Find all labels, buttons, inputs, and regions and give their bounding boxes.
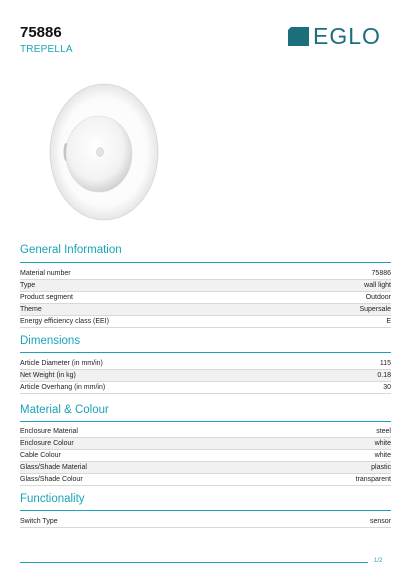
row-value: Supersale	[359, 306, 391, 313]
product-name: TREPELLA	[20, 44, 73, 55]
general-section-rule	[20, 262, 391, 263]
functionality-section-rule	[20, 510, 391, 511]
row-value: sensor	[369, 518, 391, 525]
table-row	[20, 516, 391, 528]
row-label: Product segment	[20, 294, 73, 301]
logo-text: EGLO	[313, 23, 381, 49]
row-label: Glass/Shade Colour	[20, 476, 83, 483]
row-label: Enclosure Material	[20, 428, 78, 435]
row-value: white	[374, 452, 391, 459]
material-section-title: Material & Colour	[20, 404, 109, 416]
general-section-title: General Information	[20, 244, 122, 256]
table-row	[20, 316, 391, 328]
table-row	[20, 370, 391, 382]
table-row	[20, 438, 391, 450]
dimensions-table	[20, 358, 391, 394]
row-value: transparent	[355, 476, 391, 483]
row-label: Cable Colour	[20, 452, 61, 459]
row-value: 115	[379, 360, 391, 367]
row-label: Article Overhang (in mm/in)	[20, 384, 106, 391]
table-row	[20, 382, 391, 394]
table-row	[20, 268, 391, 280]
row-value: E	[386, 318, 391, 325]
row-label: Net Weight (in kg)	[20, 372, 76, 379]
general-table	[20, 268, 391, 328]
product-image	[44, 82, 160, 222]
brand-logo	[288, 23, 392, 49]
table-row	[20, 280, 391, 292]
row-label: Article Diameter (in mm/in)	[20, 360, 103, 367]
dimensions-section-rule	[20, 352, 391, 353]
table-row	[20, 304, 391, 316]
functionality-section-title: Functionality	[20, 493, 85, 505]
dimensions-section-title: Dimensions	[20, 335, 81, 347]
product-number: 75886	[20, 24, 62, 41]
row-value: Outdoor	[365, 294, 391, 301]
row-label: Glass/Shade Material	[20, 464, 87, 471]
row-label: Energy efficiency class (EEI)	[20, 318, 109, 325]
row-value: 0.18	[377, 372, 391, 379]
row-value: white	[374, 440, 391, 447]
row-label: Material number	[20, 270, 71, 277]
row-value: 75886	[371, 270, 391, 277]
table-row	[20, 474, 391, 486]
table-row	[20, 292, 391, 304]
table-row	[20, 426, 391, 438]
row-value: 30	[383, 384, 391, 391]
row-label: Switch Type	[20, 518, 58, 525]
eglo-logo-icon	[288, 27, 309, 46]
footer-rule	[20, 562, 368, 563]
row-label: Type	[20, 282, 36, 289]
material-section-rule	[20, 421, 391, 422]
page-number: 1/2	[374, 558, 383, 564]
row-value: steel	[376, 428, 391, 435]
functionality-table	[20, 516, 391, 528]
row-label: Enclosure Colour	[20, 440, 74, 447]
row-label: Theme	[20, 306, 42, 313]
row-value: wall light	[364, 282, 391, 289]
table-row	[20, 450, 391, 462]
row-value: plastic	[371, 464, 391, 471]
table-row	[20, 358, 391, 370]
material-table	[20, 426, 391, 486]
table-row	[20, 462, 391, 474]
